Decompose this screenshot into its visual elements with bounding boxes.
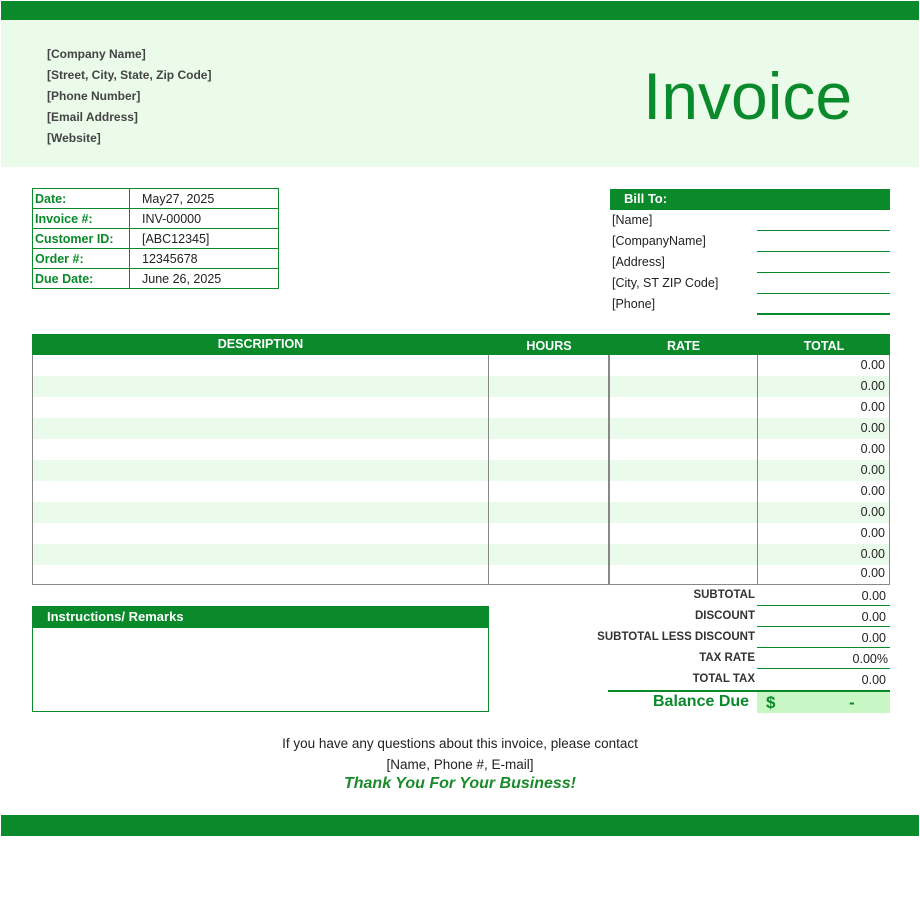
bill-to-underline	[757, 313, 890, 315]
currency-symbol: $	[766, 693, 776, 712]
company-email[interactable]: [Email Address]	[47, 110, 138, 124]
footer-contact-line: If you have any questions about this invoice, please contact	[282, 736, 638, 751]
line-items-header	[32, 334, 890, 355]
subtotal-value: 0.00	[861, 589, 886, 603]
table-row[interactable]	[33, 523, 889, 544]
summary-line	[757, 668, 890, 669]
summary-line	[757, 626, 890, 627]
info-due-date-value[interactable]: June 26, 2025	[130, 269, 279, 289]
info-date-value[interactable]: May27, 2025	[130, 189, 279, 209]
col-description: DESCRIPTION	[217, 337, 304, 351]
row-total: 0.00	[860, 463, 885, 477]
balance-due-box	[757, 692, 890, 713]
remarks-box[interactable]	[32, 606, 489, 712]
table-row[interactable]	[33, 355, 889, 376]
summary-line	[757, 605, 890, 606]
bill-to-city[interactable]: [City, ST ZIP Code]	[612, 276, 719, 290]
table-row[interactable]	[33, 544, 889, 565]
col-rate: RATE	[666, 339, 701, 353]
subtotal-label: SUBTOTAL	[693, 589, 755, 601]
bill-to-title: Bill To:	[624, 191, 668, 206]
bill-to-underline	[757, 251, 890, 252]
company-block	[47, 44, 211, 149]
bottom-bar	[1, 815, 919, 836]
row-total: 0.00	[860, 358, 885, 372]
company-website[interactable]: [Website]	[47, 131, 101, 145]
bill-to-header	[610, 189, 890, 210]
balance-due-label: Balance Due	[653, 693, 750, 710]
subtotal-less-discount-label: SUBTOTAL LESS DISCOUNT	[597, 631, 755, 643]
info-invoice-number-value[interactable]: INV-00000	[130, 209, 279, 229]
table-row[interactable]	[33, 481, 889, 502]
bill-to-name[interactable]: [Name]	[612, 213, 653, 227]
column-divider	[608, 355, 610, 584]
info-order-number-value[interactable]: 12345678	[130, 249, 279, 269]
thank-you-message: Thank You For Your Business!	[343, 775, 577, 792]
company-phone[interactable]: [Phone Number]	[47, 89, 141, 103]
column-divider	[488, 355, 489, 584]
col-hours: HOURS	[526, 339, 572, 353]
row-total: 0.00	[860, 421, 885, 435]
bill-to-underline	[757, 272, 890, 273]
row-total: 0.00	[860, 379, 885, 393]
tax-rate-label: TAX RATE	[699, 652, 755, 664]
balance-due-value: -	[849, 693, 855, 712]
subtotal-less-discount-value: 0.00	[861, 631, 886, 645]
summary-line	[757, 647, 890, 648]
bill-to-address[interactable]: [Address]	[612, 255, 665, 269]
company-street[interactable]: [Street, City, State, Zip Code]	[47, 68, 212, 82]
line-items-body	[32, 355, 890, 585]
discount-label: DISCOUNT	[694, 610, 755, 622]
footer-contact-details[interactable]: [Name, Phone #, E-mail]	[386, 757, 534, 772]
table-row[interactable]	[33, 460, 889, 481]
row-total: 0.00	[860, 547, 885, 561]
info-label: Date:	[33, 189, 130, 209]
bill-to-company[interactable]: [CompanyName]	[612, 234, 706, 248]
discount-value[interactable]: 0.00	[861, 610, 886, 624]
table-row[interactable]	[33, 502, 889, 523]
table-row[interactable]	[33, 439, 889, 460]
table-row[interactable]	[33, 376, 889, 397]
row-total: 0.00	[860, 484, 885, 498]
col-total: TOTAL	[803, 339, 845, 353]
row-total: 0.00	[860, 505, 885, 519]
info-label: Customer ID:	[33, 229, 130, 249]
table-row[interactable]	[33, 565, 889, 584]
table-row[interactable]	[33, 397, 889, 418]
info-label: Order #:	[33, 249, 130, 269]
row-total: 0.00	[860, 442, 885, 456]
tax-rate-value[interactable]: 0.00%	[852, 652, 888, 666]
row-total: 0.00	[860, 526, 885, 540]
info-label: Due Date:	[33, 269, 130, 289]
bill-to-phone[interactable]: [Phone]	[612, 297, 656, 311]
invoice-info-table	[32, 188, 279, 289]
balance-due-row	[608, 690, 890, 713]
invoice-title: Invoice	[643, 59, 853, 133]
column-divider	[757, 355, 758, 584]
bill-to-underline	[757, 293, 890, 294]
top-bar	[1, 1, 919, 20]
bill-to-underline	[757, 230, 890, 231]
company-name[interactable]: [Company Name]	[47, 47, 146, 61]
remarks-header: Instructions/ Remarks	[33, 607, 488, 628]
info-label: Invoice #:	[33, 209, 130, 229]
total-tax-value: 0.00	[861, 673, 886, 687]
row-total: 0.00	[860, 566, 885, 580]
total-tax-label: TOTAL TAX	[692, 673, 755, 685]
row-total: 0.00	[860, 400, 885, 414]
table-row[interactable]	[33, 418, 889, 439]
info-customer-id-value[interactable]: [ABC12345]	[130, 229, 279, 249]
